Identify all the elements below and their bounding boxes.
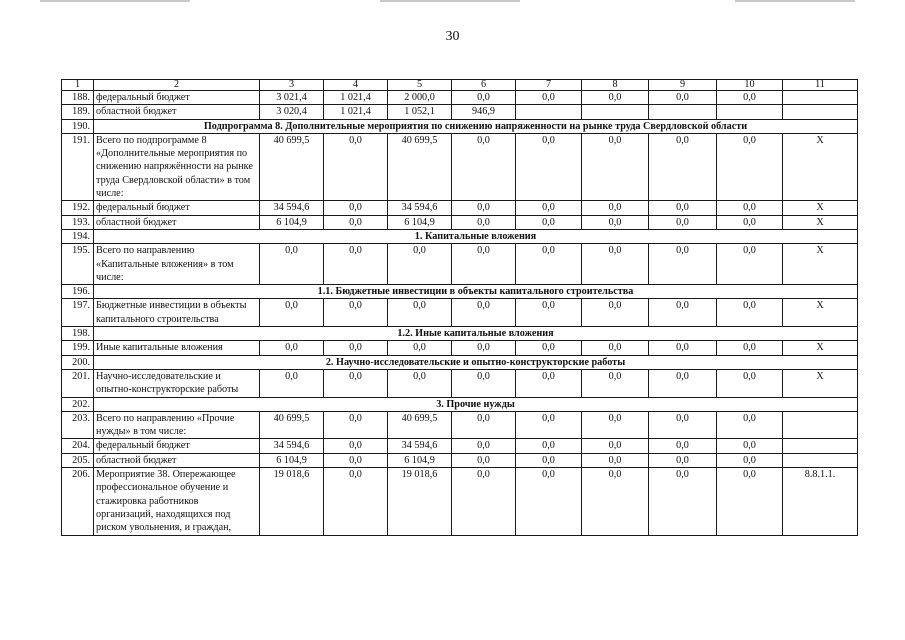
value-cell: 40 699,5 bbox=[388, 133, 452, 200]
value-cell: 0,0 bbox=[452, 215, 516, 229]
value-cell: 0,0 bbox=[582, 91, 649, 105]
table-row bbox=[62, 133, 858, 200]
row-number: 200. bbox=[62, 355, 94, 369]
value-cell: 0,0 bbox=[649, 244, 717, 285]
row-name: федеральный бюджет bbox=[94, 201, 260, 215]
value-cell: 0,0 bbox=[582, 299, 649, 327]
value-cell: 8.8.1.1. bbox=[783, 468, 858, 535]
row-name: Всего по направлению «Прочие нужды» в том числе: bbox=[94, 411, 260, 439]
value-cell: 0,0 bbox=[260, 299, 324, 327]
section-row bbox=[62, 119, 858, 133]
value-cell: X bbox=[783, 215, 858, 229]
value-cell: 0,0 bbox=[324, 341, 388, 355]
value-cell: 40 699,5 bbox=[260, 411, 324, 439]
row-name: Бюджетные инвестиции в объекты капитального строительства bbox=[94, 299, 260, 327]
section-title: 3. Прочие нужды bbox=[94, 397, 858, 411]
row-number: 205. bbox=[62, 453, 94, 467]
value-cell: 1 021,4 bbox=[324, 105, 388, 119]
row-number: 193. bbox=[62, 215, 94, 229]
value-cell: 0,0 bbox=[324, 369, 388, 397]
value-cell: 34 594,6 bbox=[388, 439, 452, 453]
value-cell: 0,0 bbox=[582, 468, 649, 535]
value-cell: 34 594,6 bbox=[388, 201, 452, 215]
section-title: 1. Капитальные вложения bbox=[94, 229, 858, 243]
row-number: 201. bbox=[62, 369, 94, 397]
row-number: 190. bbox=[62, 119, 94, 133]
value-cell: X bbox=[783, 244, 858, 285]
header-cell: 7 bbox=[516, 80, 582, 91]
row-name: федеральный бюджет bbox=[94, 439, 260, 453]
value-cell: 0,0 bbox=[516, 369, 582, 397]
row-number: 189. bbox=[62, 105, 94, 119]
value-cell: 0,0 bbox=[324, 133, 388, 200]
row-name: областной бюджет bbox=[94, 215, 260, 229]
section-title: Подпрограмма 8. Дополнительные мероприятия по снижению напряженности на рынке труда Свердловской области bbox=[94, 119, 858, 133]
value-cell: 0,0 bbox=[649, 369, 717, 397]
budget-table bbox=[61, 79, 858, 536]
scan-edge-right bbox=[735, 0, 855, 2]
value-cell: 946,9 bbox=[452, 105, 516, 119]
row-number: 199. bbox=[62, 341, 94, 355]
value-cell: 3 021,4 bbox=[260, 91, 324, 105]
value-cell: 2 000,0 bbox=[388, 91, 452, 105]
value-cell: 0,0 bbox=[516, 201, 582, 215]
section-title: 2. Научно-исследовательские и опытно-конструкторские работы bbox=[94, 355, 858, 369]
value-cell: 0,0 bbox=[516, 133, 582, 200]
value-cell: X bbox=[783, 341, 858, 355]
value-cell: 0,0 bbox=[717, 341, 783, 355]
value-cell: 0,0 bbox=[717, 244, 783, 285]
header-cell: 11 bbox=[783, 80, 858, 91]
value-cell: 0,0 bbox=[516, 215, 582, 229]
value-cell: 0,0 bbox=[516, 468, 582, 535]
value-cell: 0,0 bbox=[582, 341, 649, 355]
value-cell: 6 104,9 bbox=[260, 215, 324, 229]
row-name: федеральный бюджет bbox=[94, 91, 260, 105]
value-cell: 0,0 bbox=[717, 215, 783, 229]
value-cell: 0,0 bbox=[388, 244, 452, 285]
value-cell: 0,0 bbox=[452, 341, 516, 355]
row-number: 202. bbox=[62, 397, 94, 411]
row-number: 188. bbox=[62, 91, 94, 105]
value-cell: 0,0 bbox=[324, 453, 388, 467]
row-number: 198. bbox=[62, 327, 94, 341]
value-cell: X bbox=[783, 201, 858, 215]
header-cell: 9 bbox=[649, 80, 717, 91]
table-header-row bbox=[62, 80, 858, 91]
header-cell: 2 bbox=[94, 80, 260, 91]
table-row bbox=[62, 468, 858, 535]
value-cell: 0,0 bbox=[452, 439, 516, 453]
value-cell: 0,0 bbox=[452, 201, 516, 215]
value-cell: 0,0 bbox=[324, 411, 388, 439]
row-number: 197. bbox=[62, 299, 94, 327]
value-cell: 0,0 bbox=[717, 439, 783, 453]
section-row bbox=[62, 285, 858, 299]
header-cell: 6 bbox=[452, 80, 516, 91]
header-cell: 10 bbox=[717, 80, 783, 91]
value-cell: 0,0 bbox=[324, 468, 388, 535]
value-cell bbox=[783, 105, 858, 119]
value-cell: 0,0 bbox=[649, 215, 717, 229]
value-cell: 0,0 bbox=[582, 439, 649, 453]
section-title: 1.1. Бюджетные инвестиции в объекты капитального строительства bbox=[94, 285, 858, 299]
scan-edge-left bbox=[40, 0, 190, 2]
value-cell: 40 699,5 bbox=[388, 411, 452, 439]
table-row bbox=[62, 91, 858, 105]
section-row bbox=[62, 327, 858, 341]
value-cell: 0,0 bbox=[717, 453, 783, 467]
value-cell: X bbox=[783, 133, 858, 200]
value-cell: X bbox=[783, 299, 858, 327]
value-cell: 0,0 bbox=[516, 341, 582, 355]
value-cell: 0,0 bbox=[717, 299, 783, 327]
header-cell: 4 bbox=[324, 80, 388, 91]
value-cell: 0,0 bbox=[260, 244, 324, 285]
row-number: 196. bbox=[62, 285, 94, 299]
value-cell bbox=[783, 91, 858, 105]
value-cell bbox=[516, 105, 582, 119]
header-cell: 5 bbox=[388, 80, 452, 91]
value-cell: 19 018,6 bbox=[388, 468, 452, 535]
value-cell: 0,0 bbox=[717, 91, 783, 105]
value-cell: 0,0 bbox=[582, 453, 649, 467]
value-cell: 0,0 bbox=[324, 201, 388, 215]
value-cell: 0,0 bbox=[324, 244, 388, 285]
value-cell: 0,0 bbox=[582, 244, 649, 285]
table-row bbox=[62, 341, 858, 355]
value-cell: 0,0 bbox=[649, 133, 717, 200]
section-row bbox=[62, 397, 858, 411]
row-name: областной бюджет bbox=[94, 453, 260, 467]
value-cell: 0,0 bbox=[582, 369, 649, 397]
section-row bbox=[62, 229, 858, 243]
value-cell bbox=[649, 105, 717, 119]
value-cell: 0,0 bbox=[649, 468, 717, 535]
value-cell: 6 104,9 bbox=[388, 215, 452, 229]
value-cell: 0,0 bbox=[582, 133, 649, 200]
value-cell: 0,0 bbox=[717, 411, 783, 439]
value-cell: 0,0 bbox=[452, 133, 516, 200]
table-row bbox=[62, 299, 858, 327]
value-cell: 1 021,4 bbox=[324, 91, 388, 105]
value-cell: 0,0 bbox=[516, 91, 582, 105]
value-cell: 0,0 bbox=[452, 411, 516, 439]
value-cell: 0,0 bbox=[582, 411, 649, 439]
row-name: Иные капитальные вложения bbox=[94, 341, 260, 355]
value-cell: 0,0 bbox=[388, 369, 452, 397]
table-row bbox=[62, 201, 858, 215]
value-cell: 0,0 bbox=[649, 411, 717, 439]
header-cell: 8 bbox=[582, 80, 649, 91]
value-cell: 0,0 bbox=[649, 341, 717, 355]
value-cell bbox=[783, 411, 858, 439]
value-cell: 0,0 bbox=[516, 244, 582, 285]
value-cell: 0,0 bbox=[260, 369, 324, 397]
row-name: Научно-исследовательские и опытно-конструкторские работы bbox=[94, 369, 260, 397]
table-row bbox=[62, 244, 858, 285]
value-cell: 6 104,9 bbox=[260, 453, 324, 467]
value-cell: 0,0 bbox=[717, 201, 783, 215]
table-row bbox=[62, 215, 858, 229]
scan-edge-center bbox=[380, 0, 520, 2]
value-cell: 0,0 bbox=[324, 215, 388, 229]
row-name: Мероприятие 38. Опережающее профессиональное обучение и стажировка работников организаций, находящихся под риском увольнения, и граждан, bbox=[94, 468, 260, 535]
value-cell: 0,0 bbox=[388, 341, 452, 355]
value-cell: X bbox=[783, 369, 858, 397]
value-cell: 19 018,6 bbox=[260, 468, 324, 535]
value-cell bbox=[783, 439, 858, 453]
table-row bbox=[62, 369, 858, 397]
value-cell: 0,0 bbox=[717, 468, 783, 535]
value-cell: 0,0 bbox=[324, 439, 388, 453]
value-cell: 0,0 bbox=[649, 439, 717, 453]
table-row bbox=[62, 439, 858, 453]
header-cell: 3 bbox=[260, 80, 324, 91]
value-cell: 34 594,6 bbox=[260, 439, 324, 453]
value-cell: 0,0 bbox=[516, 439, 582, 453]
value-cell: 0,0 bbox=[717, 369, 783, 397]
value-cell: 0,0 bbox=[452, 369, 516, 397]
value-cell: 0,0 bbox=[324, 299, 388, 327]
page-number: 30 bbox=[445, 29, 460, 44]
row-number: 204. bbox=[62, 439, 94, 453]
header-cell: 1 bbox=[62, 80, 94, 91]
row-number: 194. bbox=[62, 229, 94, 243]
table-row bbox=[62, 105, 858, 119]
table-body bbox=[62, 80, 858, 536]
value-cell: 6 104,9 bbox=[388, 453, 452, 467]
row-name: Всего по подпрограмме 8 «Дополнительные мероприятия по снижению напряжённости на рынке труда Свердловской области» в том числе: bbox=[94, 133, 260, 200]
value-cell: 0,0 bbox=[388, 299, 452, 327]
value-cell: 0,0 bbox=[516, 453, 582, 467]
section-title: 1.2. Иные капитальные вложения bbox=[94, 327, 858, 341]
row-name: областной бюджет bbox=[94, 105, 260, 119]
value-cell: 0,0 bbox=[452, 453, 516, 467]
value-cell: 0,0 bbox=[717, 133, 783, 200]
value-cell: 0,0 bbox=[649, 201, 717, 215]
value-cell: 0,0 bbox=[516, 299, 582, 327]
section-row bbox=[62, 355, 858, 369]
value-cell: 34 594,6 bbox=[260, 201, 324, 215]
row-number: 206. bbox=[62, 468, 94, 535]
value-cell: 0,0 bbox=[452, 299, 516, 327]
row-name: Всего по направлению «Капитальные вложения» в том числе: bbox=[94, 244, 260, 285]
row-number: 191. bbox=[62, 133, 94, 200]
value-cell bbox=[717, 105, 783, 119]
value-cell: 0,0 bbox=[516, 411, 582, 439]
row-number: 195. bbox=[62, 244, 94, 285]
row-number: 203. bbox=[62, 411, 94, 439]
value-cell: 0,0 bbox=[452, 244, 516, 285]
value-cell: 0,0 bbox=[649, 91, 717, 105]
value-cell: 0,0 bbox=[649, 299, 717, 327]
value-cell: 0,0 bbox=[452, 468, 516, 535]
value-cell: 0,0 bbox=[649, 453, 717, 467]
value-cell: 0,0 bbox=[582, 201, 649, 215]
value-cell: 40 699,5 bbox=[260, 133, 324, 200]
value-cell bbox=[783, 453, 858, 467]
table-row bbox=[62, 453, 858, 467]
value-cell: 0,0 bbox=[260, 341, 324, 355]
value-cell bbox=[582, 105, 649, 119]
value-cell: 1 052,1 bbox=[388, 105, 452, 119]
value-cell: 0,0 bbox=[452, 91, 516, 105]
value-cell: 3 020,4 bbox=[260, 105, 324, 119]
row-number: 192. bbox=[62, 201, 94, 215]
value-cell: 0,0 bbox=[582, 215, 649, 229]
table-row bbox=[62, 411, 858, 439]
